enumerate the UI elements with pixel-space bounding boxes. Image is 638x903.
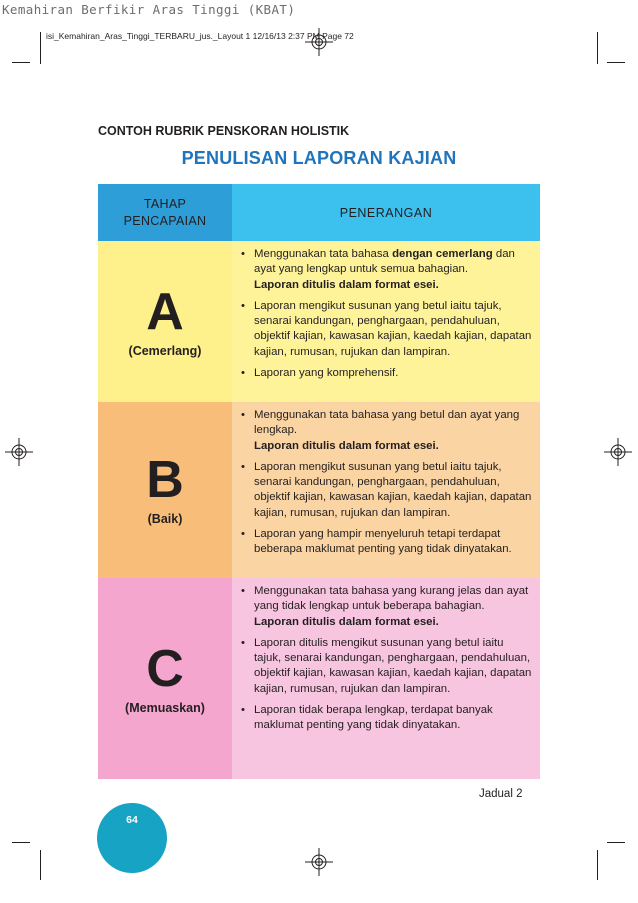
print-slug-line: isi_Kemahiran_Aras_Tinggi_TERBARU_jus._Layout 1 12/16/13 2:37 PM Page 72 xyxy=(46,31,354,41)
rubric-kicker: CONTOH RUBRIK PENSKORAN HOLISTIK xyxy=(98,124,350,138)
grade-letter: B xyxy=(146,451,184,509)
description-cell xyxy=(232,578,540,779)
grade-label: (Cemerlang) xyxy=(128,343,202,358)
list-item: • Laporan yang komprehensif. xyxy=(240,366,532,381)
grade-letter: A xyxy=(146,282,184,341)
bullet-emphasis: Laporan ditulis dalam format esei. xyxy=(254,278,439,291)
book-title-header: Kemahiran Berfikir Aras Tinggi (KBAT) xyxy=(2,2,296,17)
grade-cell xyxy=(98,578,232,779)
header-achievement-level xyxy=(98,184,232,241)
header-label-line: PENCAPAIAN xyxy=(123,213,207,228)
grade-cell xyxy=(98,241,232,402)
list-item xyxy=(240,247,532,293)
list-item: • Laporan tidak berapa lengkap, terdapat banyak maklumat penting yang tidak dinyatakan. xyxy=(240,703,532,734)
crop-mark xyxy=(607,62,625,63)
grade-label: (Baik) xyxy=(147,512,183,526)
table-row xyxy=(98,241,540,402)
bullet-text: Menggunakan tata bahasa xyxy=(254,248,393,260)
grade-cell xyxy=(98,402,232,578)
page-title: PENULISAN LAPORAN KAJIAN xyxy=(181,148,457,168)
rubric-table xyxy=(98,184,540,779)
grade-letter: C xyxy=(146,639,184,698)
table-row xyxy=(98,578,540,779)
crop-mark xyxy=(12,62,30,63)
list-item: • Laporan ditulis mengikut susunan yang betul iaitu tajuk, senarai kandungan, penghargaan, pendahuluan, objektif kajian, kawasan kajian, kaedah kajian, dapatan kajian, rumusan, rujukan dan lampiran. xyxy=(240,636,532,697)
bullet-text: Menggunakan tata bahasa yang kurang jelas dan ayat yang tidak lengkap untuk beberapa bahagian. xyxy=(254,585,529,613)
crop-mark xyxy=(597,32,598,64)
registration-mark-icon xyxy=(305,28,333,56)
bullet-emphasis: dengan cemerlang xyxy=(392,248,493,260)
registration-mark-icon xyxy=(604,438,632,466)
list-item xyxy=(240,584,532,630)
header-label-line: TAHAP xyxy=(143,196,187,211)
crop-mark xyxy=(40,850,41,880)
table-header-row xyxy=(98,184,540,241)
list-item: • Laporan mengikut susunan yang betul iaitu tajuk, senarai kandungan, penghargaan, pendahuluan, objektif kajian, kawasan kajian, kaedah kajian, dapatan kajian, rumusan, rujukan dan lampiran. xyxy=(240,460,532,521)
bullet-text: dan ayat yang lengkap untuk semua bahagian. xyxy=(254,248,515,276)
description-cell xyxy=(232,402,540,578)
bullet-emphasis: Laporan ditulis dalam format esei. xyxy=(254,615,439,628)
crop-mark xyxy=(607,842,625,843)
header-description: PENERANGAN xyxy=(232,184,540,241)
bullet-text: Menggunakan tata bahasa yang betul dan ayat yang lengkap. xyxy=(254,409,520,437)
list-item: • Laporan mengikut susunan yang betul iaitu tajuk, senarai kandungan, penghargaan, pendahuluan, objektif kajian, kawasan kajian, kaedah kajian, dapatan kajian, rumusan, rujukan dan lampiran. xyxy=(240,299,532,360)
registration-mark-icon xyxy=(5,438,33,466)
description-cell xyxy=(232,241,540,402)
crop-mark xyxy=(40,32,41,64)
list-item xyxy=(240,408,532,454)
table-row xyxy=(98,402,540,578)
table-caption: Jadual 2 xyxy=(479,788,523,800)
registration-mark-icon xyxy=(305,848,333,876)
list-item: • Laporan yang hampir menyeluruh tetapi terdapat beberapa maklumat penting yang tidak dinyatakan. xyxy=(240,527,532,558)
grade-label: (Memuaskan) xyxy=(125,700,205,715)
crop-mark xyxy=(12,842,30,843)
bullet-emphasis: Laporan ditulis dalam format esei. xyxy=(254,439,439,452)
crop-mark xyxy=(597,850,598,880)
page-number: 64 xyxy=(126,814,138,826)
